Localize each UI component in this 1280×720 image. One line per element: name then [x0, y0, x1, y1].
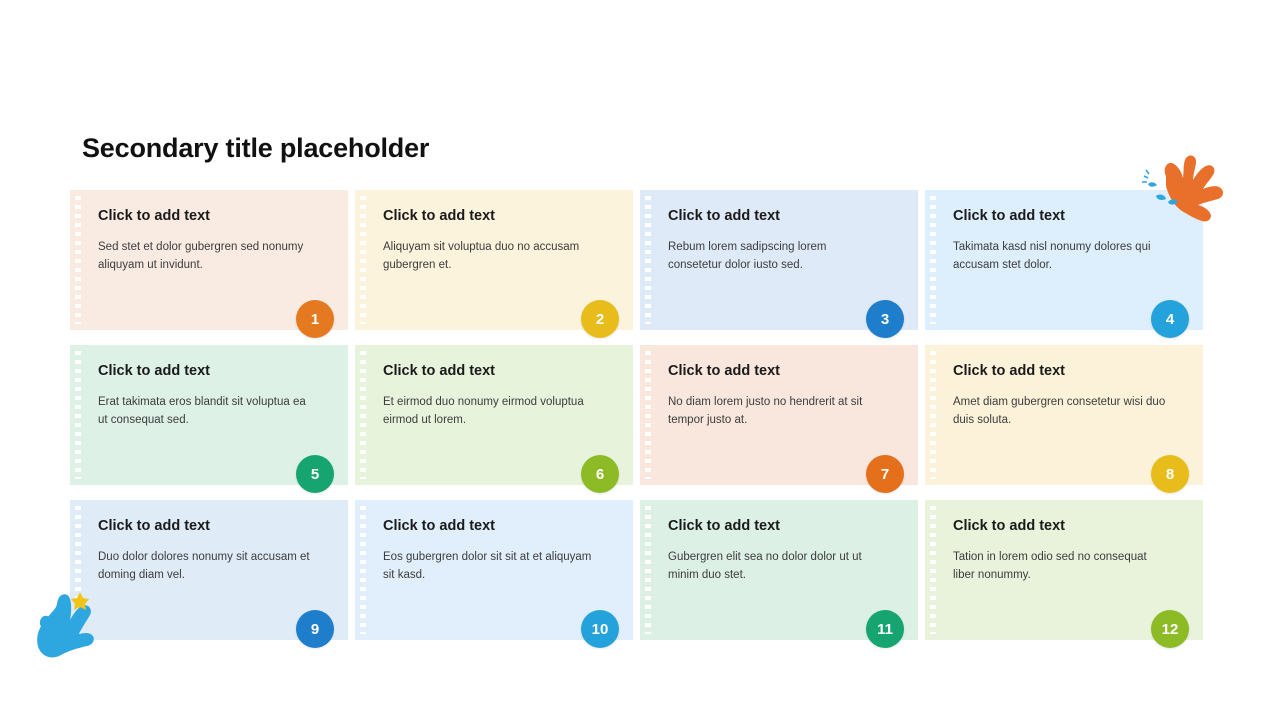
card-title[interactable]: Click to add text: [668, 208, 780, 224]
card-title[interactable]: Click to add text: [98, 208, 210, 224]
perforation-edge-icon: [930, 351, 936, 479]
card-title[interactable]: Click to add text: [668, 363, 780, 379]
card-cell: [925, 345, 1210, 500]
card-body-text[interactable]: Tation in lorem odio sed no consequat liber nonummy.: [953, 551, 1147, 582]
info-card[interactable]: [355, 190, 633, 330]
card-body-text[interactable]: Eos gubergren dolor sit sit at et aliquyam sit kasd.: [383, 551, 592, 582]
cards-grid: [70, 190, 1210, 655]
perforation-edge-icon: [360, 506, 366, 634]
card-title[interactable]: Click to add text: [953, 363, 1065, 379]
card-cell: [640, 345, 925, 500]
card-title[interactable]: Click to add text: [98, 518, 210, 534]
info-card[interactable]: [640, 190, 918, 330]
card-cell: [640, 190, 925, 345]
card-cell: [640, 500, 925, 655]
card-number-badge: 2: [581, 300, 619, 338]
card-title[interactable]: Click to add text: [383, 208, 495, 224]
card-body-text[interactable]: Sed stet et dolor gubergren sed nonumy aliquyam ut invidunt.: [98, 241, 304, 272]
info-card[interactable]: [925, 190, 1203, 330]
card-cell: [70, 190, 355, 345]
perforation-edge-icon: [75, 196, 81, 324]
card-body-text[interactable]: Takimata kasd nisl nonumy dolores qui accusam stet dolor.: [953, 241, 1151, 272]
perforation-edge-icon: [360, 196, 366, 324]
perforation-edge-icon: [930, 506, 936, 634]
card-number-badge: 6: [581, 455, 619, 493]
perforation-edge-icon: [645, 196, 651, 324]
info-card[interactable]: [925, 500, 1203, 640]
card-title[interactable]: Click to add text: [98, 363, 210, 379]
card-body-text[interactable]: Erat takimata eros blandit sit voluptua ea ut consequat sed.: [98, 396, 306, 427]
card-title[interactable]: Click to add text: [383, 363, 495, 379]
card-number-badge: 3: [866, 300, 904, 338]
card-cell: [925, 190, 1210, 345]
perforation-edge-icon: [645, 351, 651, 479]
card-body-text[interactable]: No diam lorem justo no hendrerit at sit tempor justo at.: [668, 396, 863, 427]
card-body-text[interactable]: Amet diam gubergren consetetur wisi duo duis soluta.: [953, 396, 1166, 427]
card-body-text[interactable]: Aliquyam sit voluptua duo no accusam gubergren et.: [383, 241, 580, 272]
info-card[interactable]: [70, 345, 348, 485]
perforation-edge-icon: [360, 351, 366, 479]
info-card[interactable]: [70, 500, 348, 640]
card-number-badge: 8: [1151, 455, 1189, 493]
perforation-edge-icon: [75, 351, 81, 479]
card-cell: [355, 500, 640, 655]
perforation-edge-icon: [75, 506, 81, 634]
card-number-badge: 11: [866, 610, 904, 648]
info-card[interactable]: [640, 345, 918, 485]
info-card[interactable]: [925, 345, 1203, 485]
card-number-badge: 5: [296, 455, 334, 493]
perforation-edge-icon: [930, 196, 936, 324]
page-title: Secondary title placeholder: [82, 133, 430, 163]
card-title[interactable]: Click to add text: [668, 518, 780, 534]
card-cell: [70, 345, 355, 500]
card-number-badge: 12: [1151, 610, 1189, 648]
card-number-badge: 9: [296, 610, 334, 648]
info-card[interactable]: [640, 500, 918, 640]
card-number-badge: 4: [1151, 300, 1189, 338]
card-cell: [355, 345, 640, 500]
perforation-edge-icon: [645, 506, 651, 634]
card-number-badge: 1: [296, 300, 334, 338]
card-cell: [70, 500, 355, 655]
card-body-text[interactable]: Et eirmod duo nonumy eirmod voluptua eirmod ut lorem.: [383, 396, 584, 427]
card-title[interactable]: Click to add text: [953, 208, 1065, 224]
card-cell: [925, 500, 1210, 655]
card-cell: [355, 190, 640, 345]
info-card[interactable]: [355, 345, 633, 485]
card-title[interactable]: Click to add text: [383, 518, 495, 534]
card-body-text[interactable]: Gubergren elit sea no dolor dolor ut ut minim duo stet.: [668, 551, 862, 582]
card-number-badge: 10: [581, 610, 619, 648]
card-body-text[interactable]: Rebum lorem sadipscing lorem consetetur dolor iusto sed.: [668, 241, 827, 272]
card-title[interactable]: Click to add text: [953, 518, 1065, 534]
info-card[interactable]: [70, 190, 348, 330]
card-body-text[interactable]: Duo dolor dolores nonumy sit accusam et doming diam vel.: [98, 551, 310, 582]
info-card[interactable]: [355, 500, 633, 640]
card-number-badge: 7: [866, 455, 904, 493]
